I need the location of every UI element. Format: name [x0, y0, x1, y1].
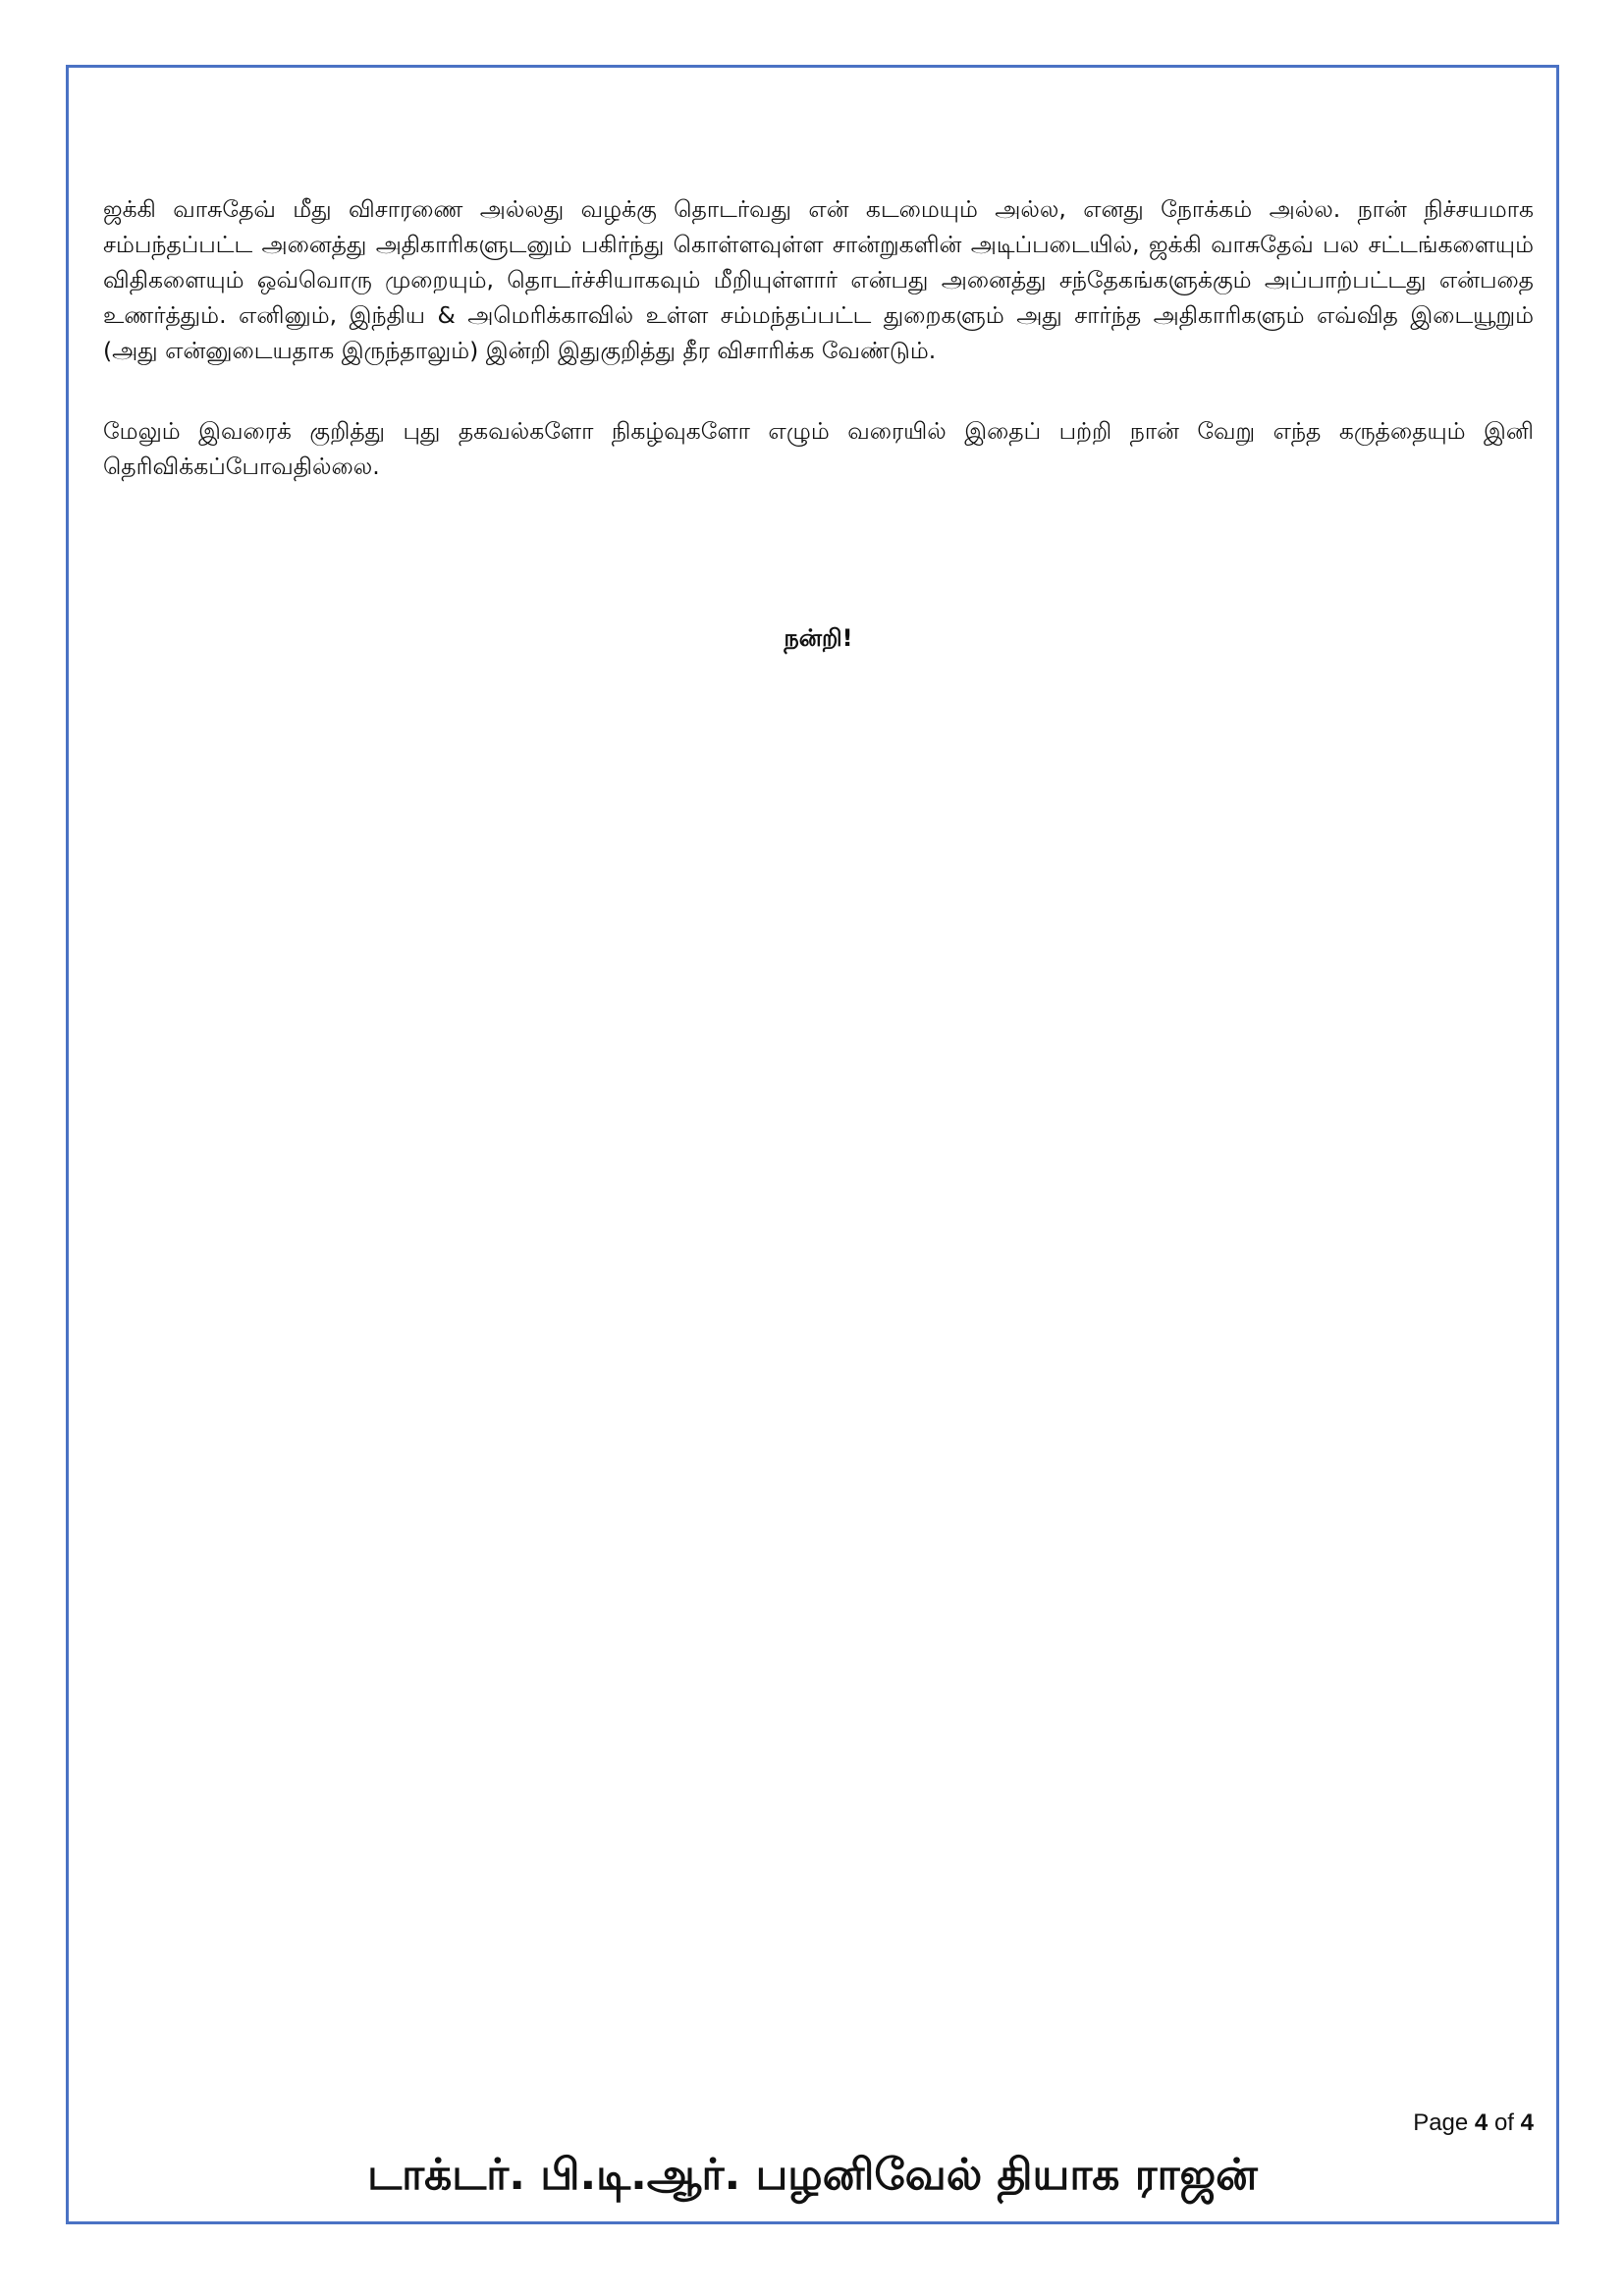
page-total: 4: [1520, 2109, 1534, 2136]
paragraph-2: மேலும் இவரைக் குறித்து புது தகவல்களோ நிகழ்வுகளோ எழும் வரையில் இதைப் பற்றி நான் வேறு எந்த கருத்தையும் இனி தெரிவிக்கப்போவதில்லை.: [103, 417, 1534, 480]
page-number: [1413, 2109, 1534, 2138]
paragraph-1: ஜக்கி வாசுதேவ் மீது விசாரணை அல்லது வழக்கு தொடர்வது என் கடமையும் அல்ல, எனது நோக்கம் அல்ல. நான் நிச்சயமாக சம்பந்தப்பட்ட அனைத்து அதிகாரிகளுடனும் பகிர்ந்து கொள்ளவுள்ள சான்றுகளின் அடிப்படையில், ஜக்கி வாசுதேவ் பல சட்டங்களையும் விதிகளையும் ஒவ்வொரு முறையும், தொடர்ச்சியாகவும் மீறியுள்ளார் என்பது அனைத்து சந்தேகங்களுக்கும் அப்பாற்பட்டது என்பதை உணர்த்தும். எனினும், இந்திய & அமெரிக்காவில் உள்ள சம்மந்தப்பட்ட துறைகளும் அது சார்ந்த அதிகாரிகளும் எவ்வித இடையூறும் (அது என்னுடையதாக இருந்தாலும்) இன்றி இதுகுறித்து தீர விசாரிக்க வேண்டும்.: [103, 195, 1534, 364]
signature-name: டாக்டர். பி.டி.ஆர். பழனிவேல் தியாக ராஜன்: [367, 2150, 1258, 2200]
page-label: Page: [1413, 2109, 1469, 2136]
closing-thanks: நன்றி!: [784, 624, 853, 652]
page-current: 4: [1474, 2109, 1489, 2136]
page-of: of: [1493, 2109, 1514, 2136]
letter-body: [103, 191, 1534, 529]
